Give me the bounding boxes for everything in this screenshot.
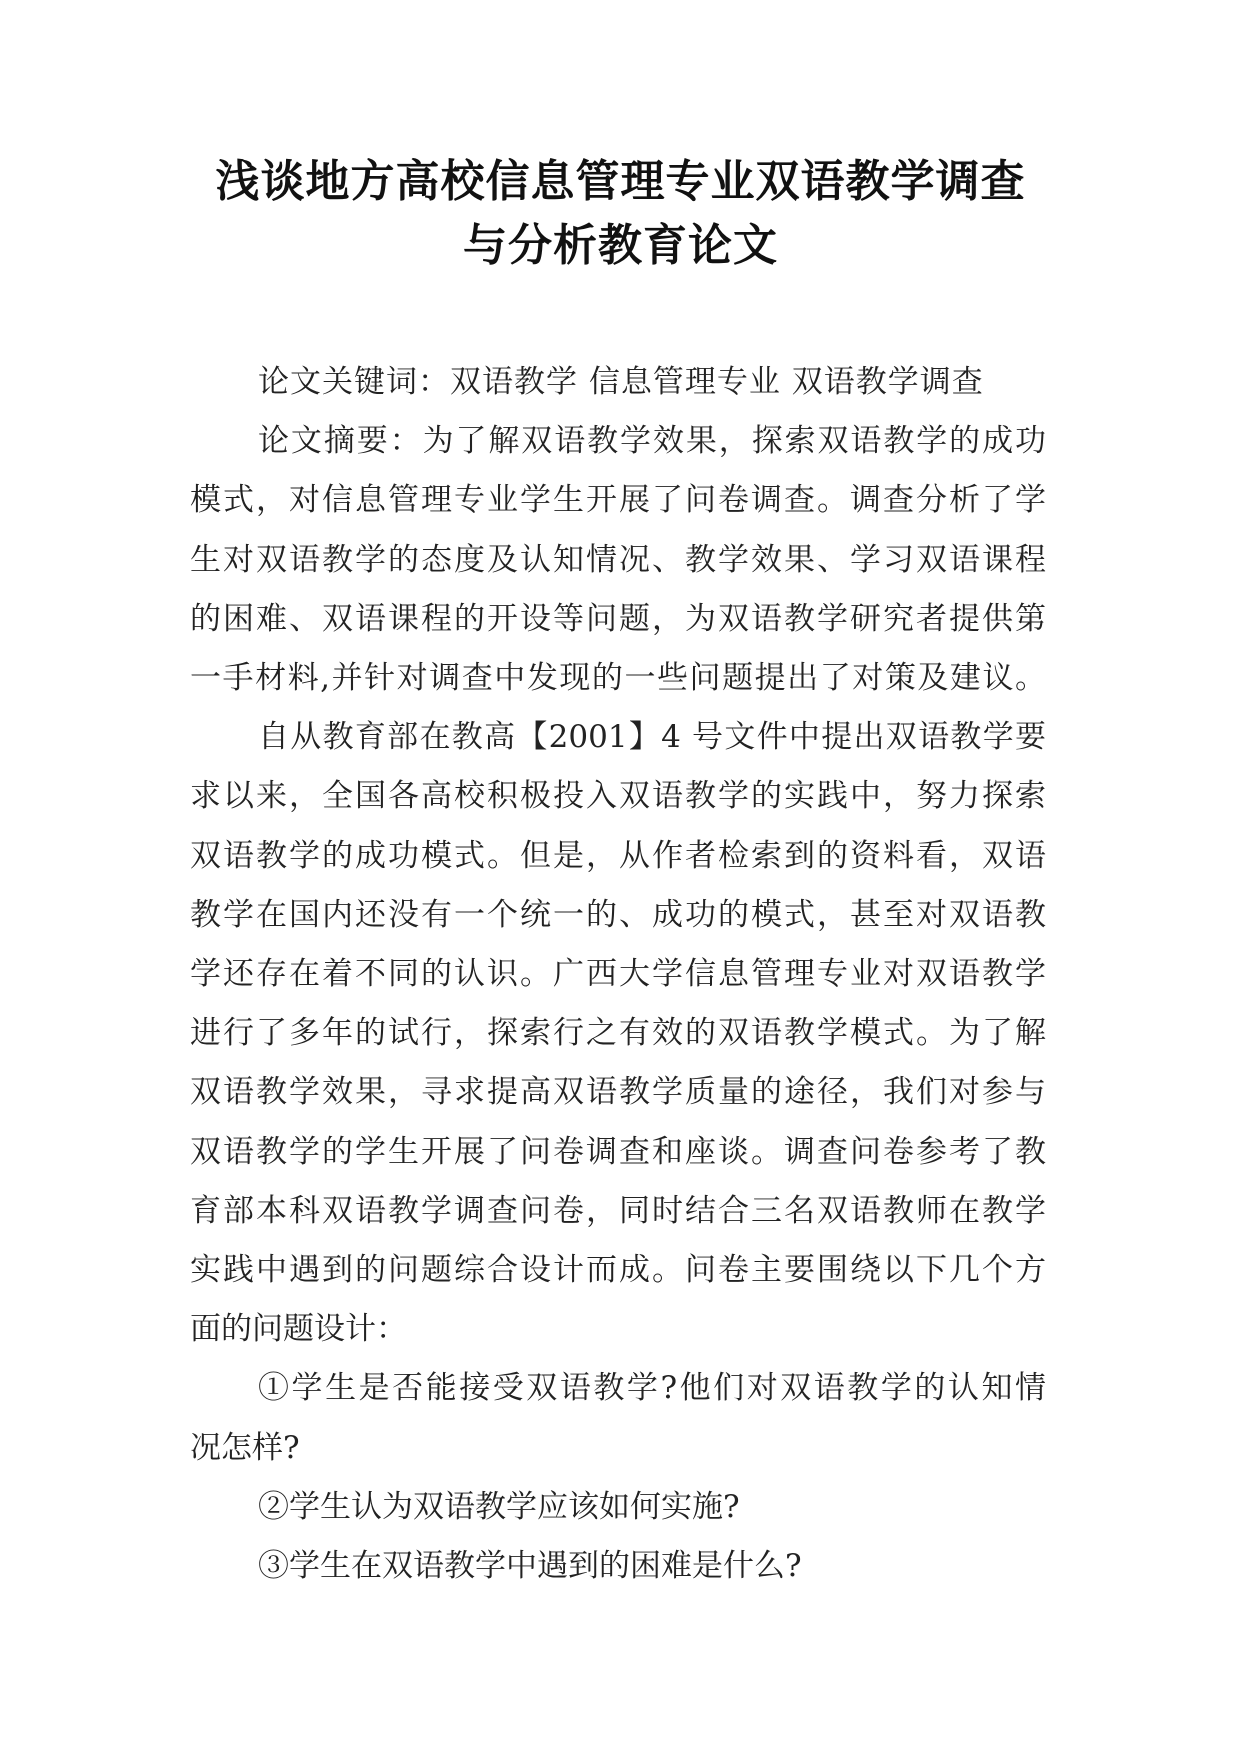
intro-line: 进行了多年的试行，探索行之有效的双语教学模式。为了解 [190,1015,1046,1052]
intro-line: 面的问题设计： [190,1311,407,1348]
document-body [190,353,1046,1596]
question-3-paragraph [190,1537,1046,1596]
question-1-paragraph [190,1359,1046,1477]
intro-line: 双语教学的成功模式。但是，从作者检索到的资料看，双语 [190,837,1046,874]
abstract-line: 一手材料,并针对调查中发现的一些问题提出了对策及建议。 [190,660,1046,697]
intro-line: 自从教育部在教高【2001】4 号文件中提出双语教学要 [258,719,1046,756]
keywords-line: 论文关键词：双语教学 信息管理专业 双语教学调查 [258,364,984,400]
title-line-1: 浅谈地方高校信息管理专业双语教学调查 [215,156,1026,207]
abstract-line: 模式，对信息管理专业学生开展了问卷调查。调查分析了学 [190,482,1046,519]
intro-line: 教学在国内还没有一个统一的、成功的模式，甚至对双语教 [190,896,1046,933]
question-line: ①学生是否能接受双语教学?他们对双语教学的认知情 [258,1370,1046,1407]
abstract-line: 论文摘要：为了解双语教学效果，探索双语教学的成功 [258,423,1046,460]
question-2-paragraph [190,1478,1046,1537]
document-title [150,150,1091,278]
intro-line: 实践中遇到的问题综合设计而成。问卷主要围绕以下几个方 [190,1252,1046,1289]
keywords-paragraph [190,353,1046,412]
intro-line: 双语教学的学生开展了问卷调查和座谈。调查问卷参考了教 [190,1133,1046,1170]
question-line: ②学生认为双语教学应该如何实施? [258,1488,740,1525]
intro-paragraph [190,708,1046,1359]
intro-line: 学还存在着不同的认识。广西大学信息管理专业对双语教学 [190,956,1046,993]
question-line: ③学生在双语教学中遇到的困难是什么? [258,1548,802,1585]
intro-line: 育部本科双语教学调查问卷，同时结合三名双语教师在教学 [190,1192,1046,1229]
title-line-2: 与分析教育论文 [463,220,778,271]
intro-line: 双语教学效果，寻求提高双语教学质量的途径，我们对参与 [190,1074,1046,1111]
abstract-line: 生对双语教学的态度及认知情况、教学效果、学习双语课程 [190,541,1046,578]
abstract-line: 的困难、双语课程的开设等问题，为双语教学研究者提供第 [190,600,1046,637]
abstract-paragraph [190,412,1046,708]
question-line: 况怎样? [190,1429,300,1466]
intro-line: 求以来，全国各高校积极投入双语教学的实践中，努力探索 [190,778,1046,815]
